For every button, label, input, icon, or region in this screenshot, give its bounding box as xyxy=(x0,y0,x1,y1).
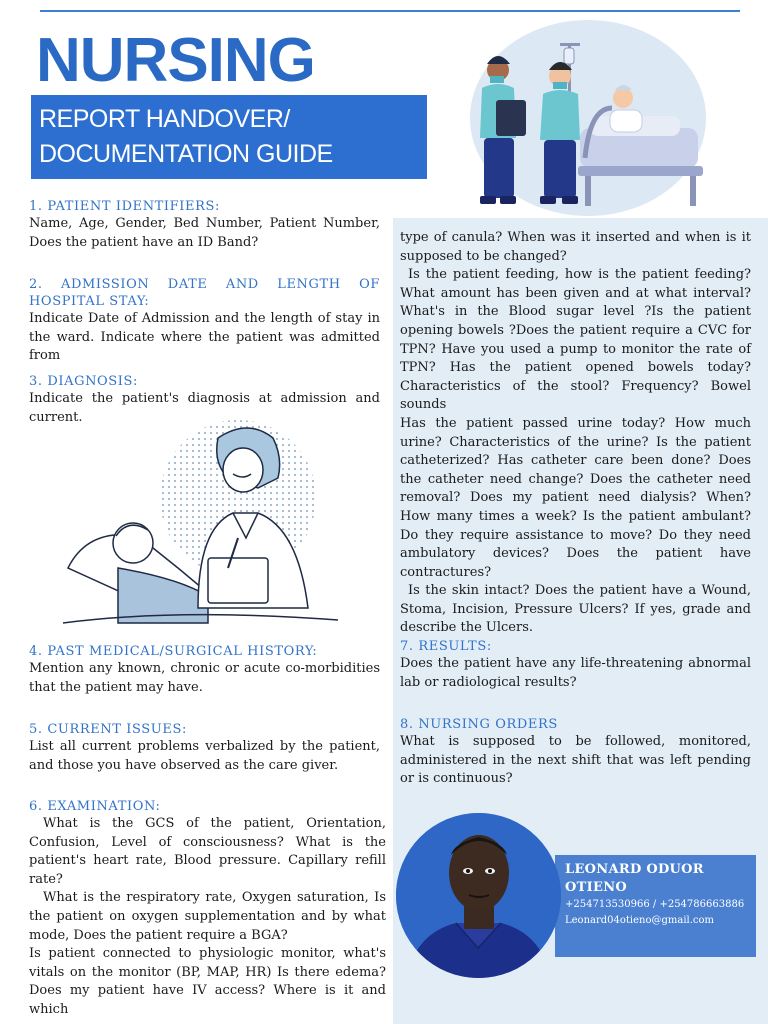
section-heading: 3. DIAGNOSIS: xyxy=(29,374,139,389)
section-body: Does the patient have any life-threatening abnormal lab or radiological results? xyxy=(400,656,751,690)
section-heading: 8. NURSING ORDERS xyxy=(400,717,558,732)
page-title: NURSING xyxy=(36,26,315,95)
nurse-writing-beside-patient-illustration xyxy=(58,418,358,630)
top-divider xyxy=(40,10,740,12)
section-current-issues xyxy=(29,721,380,775)
section-admission-date xyxy=(29,276,380,366)
section-past-history xyxy=(29,643,380,697)
section-examination xyxy=(29,798,386,1020)
subtitle-line-2: DOCUMENTATION GUIDE xyxy=(39,140,333,168)
section-patient-identifiers xyxy=(29,198,380,252)
section-body: Indicate Date of Admission and the length of stay in the ward. Indicate where the patient was admitted from xyxy=(29,311,380,364)
section-body: What is supposed to be followed, monitored, administered in the next shift that was left pending or is continuous? xyxy=(400,734,751,787)
section-body: Indicate the patient's diagnosis at admission and current. xyxy=(29,391,380,425)
section-heading: 5. CURRENT ISSUES: xyxy=(29,722,187,737)
section-body: Is the patient feeding, how is the patient feeding? What amount has been given and at what interval? What's in the Blood sugar level ?Is the patient opening bowels ?Does the patient require a CVC for TPN? Have you used a pump to monitor the rate of TPN? Has the patient opened bowels today? Characteristics of the stool? Frequency? Bowel sounds xyxy=(400,267,751,413)
section-body: Has the patient passed urine today? How much urine? Characteristics of the urine? Is the patient catheterized? Has catheter care been done? Does the catheter need change? Does the catheter need removal? Does my patient need dialysis? When? How many times a week? Is the patient ambulant? Do they require assistance to move? Do they need ambulatory devices? Does the patient have contractures? xyxy=(400,415,751,580)
section-heading: 4. PAST MEDICAL/SURGICAL HISTORY: xyxy=(29,644,318,659)
section-heading: 7. RESULTS: xyxy=(400,639,492,654)
person-icon xyxy=(396,813,561,978)
section-results xyxy=(400,638,751,692)
section-body: What is the GCS of the patient, Orientation, Confusion, Level of consciousness? What is the patient's heart rate, Blood pressure. Capillary refill rate? xyxy=(29,816,386,887)
author-name-line-2: OTIENO xyxy=(565,880,627,895)
author-email: Leonard04otieno@gmail.com xyxy=(565,915,715,926)
section-body: List all current problems verbalized by the patient, and those you have observed as the care giver. xyxy=(29,739,380,773)
section-body: type of canula? When was it inserted and when is it supposed to be changed? xyxy=(400,230,751,264)
section-body: Is the skin intact? Does the patient have a Wound, Stoma, Incision, Pressure Ulcers? If yes, grade and describe the Ulcers. xyxy=(400,583,751,636)
author-name-line-1: LEONARD ODUOR xyxy=(565,862,704,877)
section-body: Name, Age, Gender, Bed Number, Patient Number, Does the patient have an ID Band? xyxy=(29,216,380,250)
section-examination-continued xyxy=(400,229,751,638)
section-body: Mention any known, chronic or acute co-morbidities that the patient may have. xyxy=(29,661,380,695)
section-heading: 2. ADMISSION DATE AND LENGTH OF HOSPITAL STAY: xyxy=(29,277,380,309)
section-heading: 6. EXAMINATION: xyxy=(29,799,161,814)
subtitle-banner xyxy=(31,95,427,179)
section-body: What is the respiratory rate, Oxygen saturation, Is the patient on oxygen supplementation and by what mode, Does the patient require a BGA? xyxy=(29,890,386,943)
nurses-with-patient-in-bed-illustration xyxy=(440,18,710,223)
section-body: Is patient connected to physiologic monitor, what's vitals on the monitor (BP, MAP, HR) Is there edema? Does my patient have IV access? Where is it and which xyxy=(29,946,386,1017)
section-nursing-orders xyxy=(400,716,751,789)
author-card xyxy=(555,855,756,957)
author-phones: +254713530966 / +254786663886 xyxy=(565,899,745,910)
subtitle-line-1: REPORT HANDOVER/ xyxy=(39,105,290,133)
section-heading: 1. PATIENT IDENTIFIERS: xyxy=(29,199,220,214)
author-portrait xyxy=(396,813,561,978)
